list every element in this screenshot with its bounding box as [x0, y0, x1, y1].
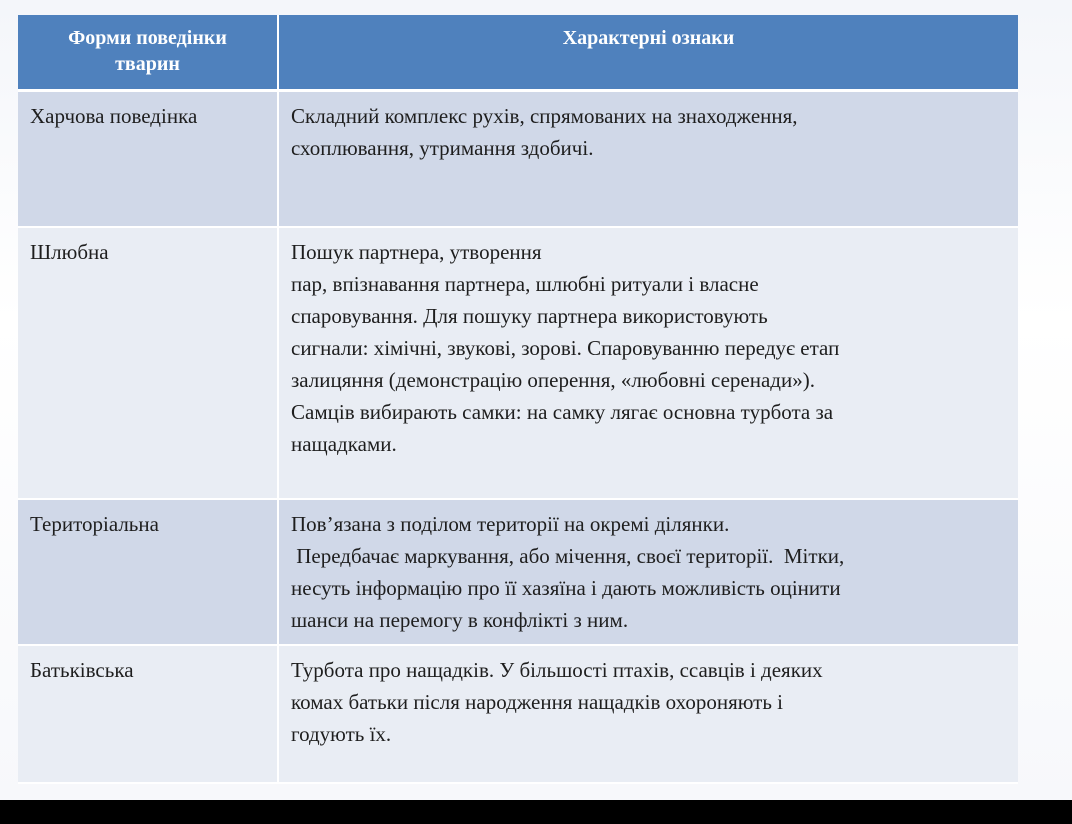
behavior-description-cell [278, 90, 1018, 227]
behavior-description-cell [278, 227, 1018, 499]
behavior-form-name: Територіальна [30, 512, 159, 536]
description-line: Складний комплекс рухів, спрямованих на знаходження, [291, 103, 798, 128]
description-line: годують їх. [291, 722, 392, 746]
description-line: Пошук партнера, утворення [291, 240, 542, 264]
behavior-form-name: Батьківська [30, 658, 134, 682]
header-features [278, 15, 1018, 90]
behavior-description-cell [278, 645, 1018, 783]
description-line: Турбота про нащадків. У більшості птахів, ссавців і деяких [291, 658, 823, 682]
description-line: несуть інформацію про її хазяїна і дають можливість оцінити [291, 576, 841, 600]
bottom-black-bar [0, 800, 1072, 824]
description-line: схоплювання, утримання здобичі. [291, 135, 594, 160]
table-row [18, 645, 1018, 783]
description-line: Пов’язана з поділом території на окремі ділянки. [291, 512, 730, 536]
behavior-form-name: Шлюбна [30, 240, 109, 264]
behavior-form-name: Харчова поведінка [30, 103, 198, 128]
behavior-forms-table [18, 15, 1018, 784]
table-row [18, 227, 1018, 499]
description-line: Самців вибирають самки: на самку лягає основна турбота за [291, 400, 834, 424]
behavior-form-cell [18, 227, 278, 499]
header-forms [18, 15, 278, 90]
header-forms-line-1: Форми поведінки [68, 27, 227, 49]
table-row [18, 90, 1018, 227]
description-line: Передбачає маркування, або мічення, своєї території. Мітки, [291, 544, 845, 568]
description-line: сигнали: хімічні, звукові, зорові. Спаровуванню передує етап [291, 336, 840, 360]
behavior-form-cell [18, 90, 278, 227]
description-line: пар, впізнавання партнера, шлюбні ритуали і власне [291, 272, 759, 296]
description-line: шанси на перемогу в конфлікті з ним. [291, 608, 629, 632]
behavior-description-cell [278, 499, 1018, 645]
table-row [18, 499, 1018, 645]
description-line: нащадками. [291, 432, 397, 456]
description-line: залицяння (демонстрацію оперення, «любовні серенади»). [291, 368, 815, 392]
header-features-line-1: Характерні ознаки [562, 27, 735, 49]
description-line: спаровування. Для пошуку партнера використовують [291, 304, 768, 328]
table-header-row [18, 15, 1018, 90]
description-line: комах батьки після народження нащадків охороняють і [291, 690, 783, 714]
behavior-form-cell [18, 645, 278, 783]
behavior-form-cell [18, 499, 278, 645]
header-forms-line-2: тварин [115, 53, 180, 75]
